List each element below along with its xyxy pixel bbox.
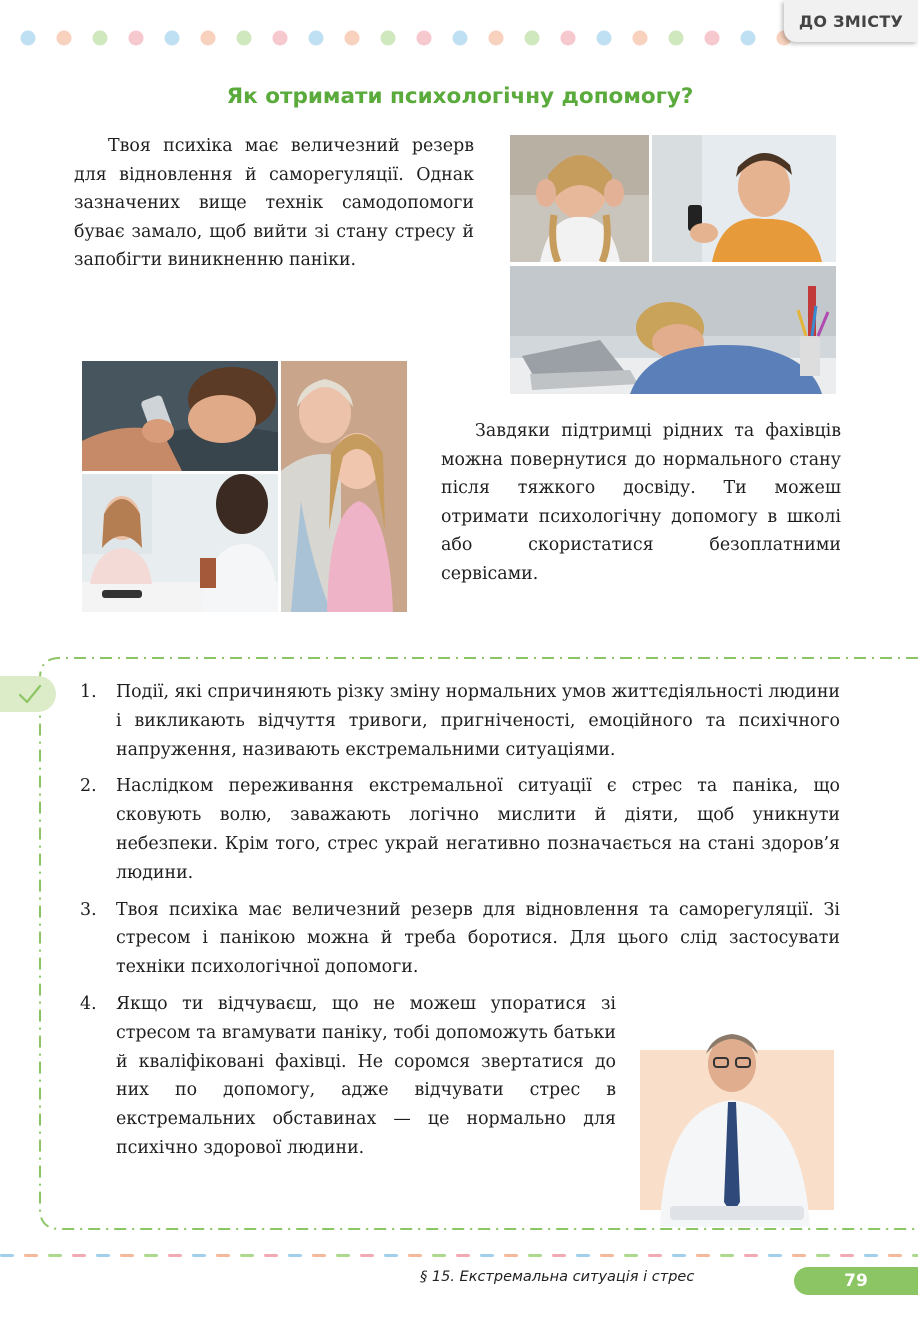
decor-dot — [201, 31, 216, 46]
toc-button[interactable]: ДО ЗМІСТУ — [784, 0, 918, 42]
photo-smiling-teacher — [640, 1022, 834, 1227]
decor-dot — [669, 31, 684, 46]
photo-boy-asleep-at-desk — [510, 266, 836, 394]
decor-dot — [489, 31, 504, 46]
decor-dash — [408, 1254, 422, 1257]
photo-girl-covering-ears — [510, 135, 649, 262]
photo-girl-with-grandmother — [281, 361, 407, 612]
footer-chapter-title: § 15. Екстремальна ситуація і стрес — [420, 1269, 695, 1285]
summary-item-4 — [78, 990, 616, 1163]
decor-dot — [561, 31, 576, 46]
decor-dash — [840, 1254, 854, 1257]
decor-dash — [72, 1254, 86, 1257]
decor-dash — [624, 1254, 638, 1257]
decor-dot — [237, 31, 252, 46]
decor-dash — [864, 1254, 878, 1257]
decor-dot — [417, 31, 432, 46]
decor-dash — [192, 1254, 206, 1257]
decor-dot — [381, 31, 396, 46]
decor-dash — [672, 1254, 686, 1257]
decor-dash — [456, 1254, 470, 1257]
decor-dot — [93, 31, 108, 46]
decor-dash — [600, 1254, 614, 1257]
intro-paragraph: Твоя психіка має величезний резерв для відновлення й саморегуляції. Однак зазначених вище технік самодопомоги буває замало, щоб вийти зі стану стресу й запобігти виникненню паніки. — [74, 136, 474, 271]
section-title: Як отримати психологічну допомогу? — [226, 84, 694, 109]
photo-teen-lying-with-phone — [82, 361, 278, 471]
decor-dash — [792, 1254, 806, 1257]
decor-dash — [888, 1254, 902, 1257]
decor-dash — [768, 1254, 782, 1257]
decor-dash — [744, 1254, 758, 1257]
checkmark-icon — [18, 683, 42, 705]
decor-dash — [168, 1254, 182, 1257]
decor-dot — [165, 31, 180, 46]
item-number: 1. — [80, 682, 97, 702]
decor-dash — [648, 1254, 662, 1257]
decor-dash — [216, 1254, 230, 1257]
item-text: Твоя психіка має величезний резерв для відновлення та саморегуляції. Зі стресом і панікою можна й треба боротися. Для цього слід застосувати техніки психологічної допомоги. — [116, 899, 840, 978]
decor-dot — [345, 31, 360, 46]
decor-dash — [576, 1254, 590, 1257]
decor-dash — [720, 1254, 734, 1257]
summary-item-3 — [78, 896, 840, 982]
decor-dot — [129, 31, 144, 46]
decor-dash — [432, 1254, 446, 1257]
decor-dash — [528, 1254, 542, 1257]
decor-dash — [312, 1254, 326, 1257]
decor-dot — [741, 31, 756, 46]
decor-dot — [309, 31, 324, 46]
decor-dash — [480, 1254, 494, 1257]
decor-dash — [504, 1254, 518, 1257]
decor-dot — [21, 31, 36, 46]
item-number: 3. — [80, 899, 97, 920]
decor-dot — [57, 31, 72, 46]
summary-item-1 — [78, 678, 840, 764]
summary-item-2 — [78, 772, 840, 887]
photo-girl-with-psychologist — [82, 474, 278, 612]
decor-dot — [633, 31, 648, 46]
decor-dash — [24, 1254, 38, 1257]
decor-dash — [288, 1254, 302, 1257]
decor-dash — [264, 1254, 278, 1257]
decor-dot — [273, 31, 288, 46]
decor-dash — [816, 1254, 830, 1257]
decor-dot — [597, 31, 612, 46]
footer-dashes-decoration — [0, 1250, 918, 1262]
decor-dash — [912, 1254, 918, 1257]
top-dots-decoration — [0, 28, 918, 48]
decor-dot — [525, 31, 540, 46]
decor-dot — [705, 31, 720, 46]
item-number: 4. — [80, 993, 97, 1014]
decor-dash — [360, 1254, 374, 1257]
page-number-badge: 79 — [794, 1267, 918, 1295]
decor-dash — [144, 1254, 158, 1257]
decor-dash — [120, 1254, 134, 1257]
decor-dash — [48, 1254, 62, 1257]
item-text: Наслідком переживання екстремальної ситуації є стрес та паніка, що сковують волю, заважають логічно мислити й діяти, щоб уникнути небезпеки. Крім того, стрес украй негативно позначається на стані здоров’я людини. — [116, 776, 840, 883]
decor-dash — [0, 1254, 14, 1257]
summary-check-tab — [0, 676, 56, 712]
support-paragraph: Завдяки підтримці рідних та фахівців можна повернутися до нормального стану після тяжкого досвіду. Ти можеш отримати психологічну допомогу в школі або скористатися безоплатними сервісами. — [441, 421, 841, 584]
photo-boy-with-phone — [652, 135, 836, 262]
decor-dash — [384, 1254, 398, 1257]
item-number: 2. — [80, 776, 97, 797]
decor-dash — [336, 1254, 350, 1257]
decor-dash — [552, 1254, 566, 1257]
item-text: Якщо ти відчуваєш, що не можеш упоратися зі стресом та вгамувати паніку, тобі допоможуть батьки й кваліфіковані фахівці. Не соромся звертатися до них по допомогу, адже відчувати стрес в екстремальних обставинах — це нормально для психічно здорової людини. — [116, 993, 616, 1158]
decor-dash — [96, 1254, 110, 1257]
decor-dot — [453, 31, 468, 46]
item-text: Події, які спричиняють різку зміну нормальних умов життєдіяльності людини і викликають відчуття тривоги, пригніченості, емоційного та психічного напруження, називають екстремальними ситуаціями. — [116, 682, 840, 760]
decor-dash — [240, 1254, 254, 1257]
decor-dash — [696, 1254, 710, 1257]
